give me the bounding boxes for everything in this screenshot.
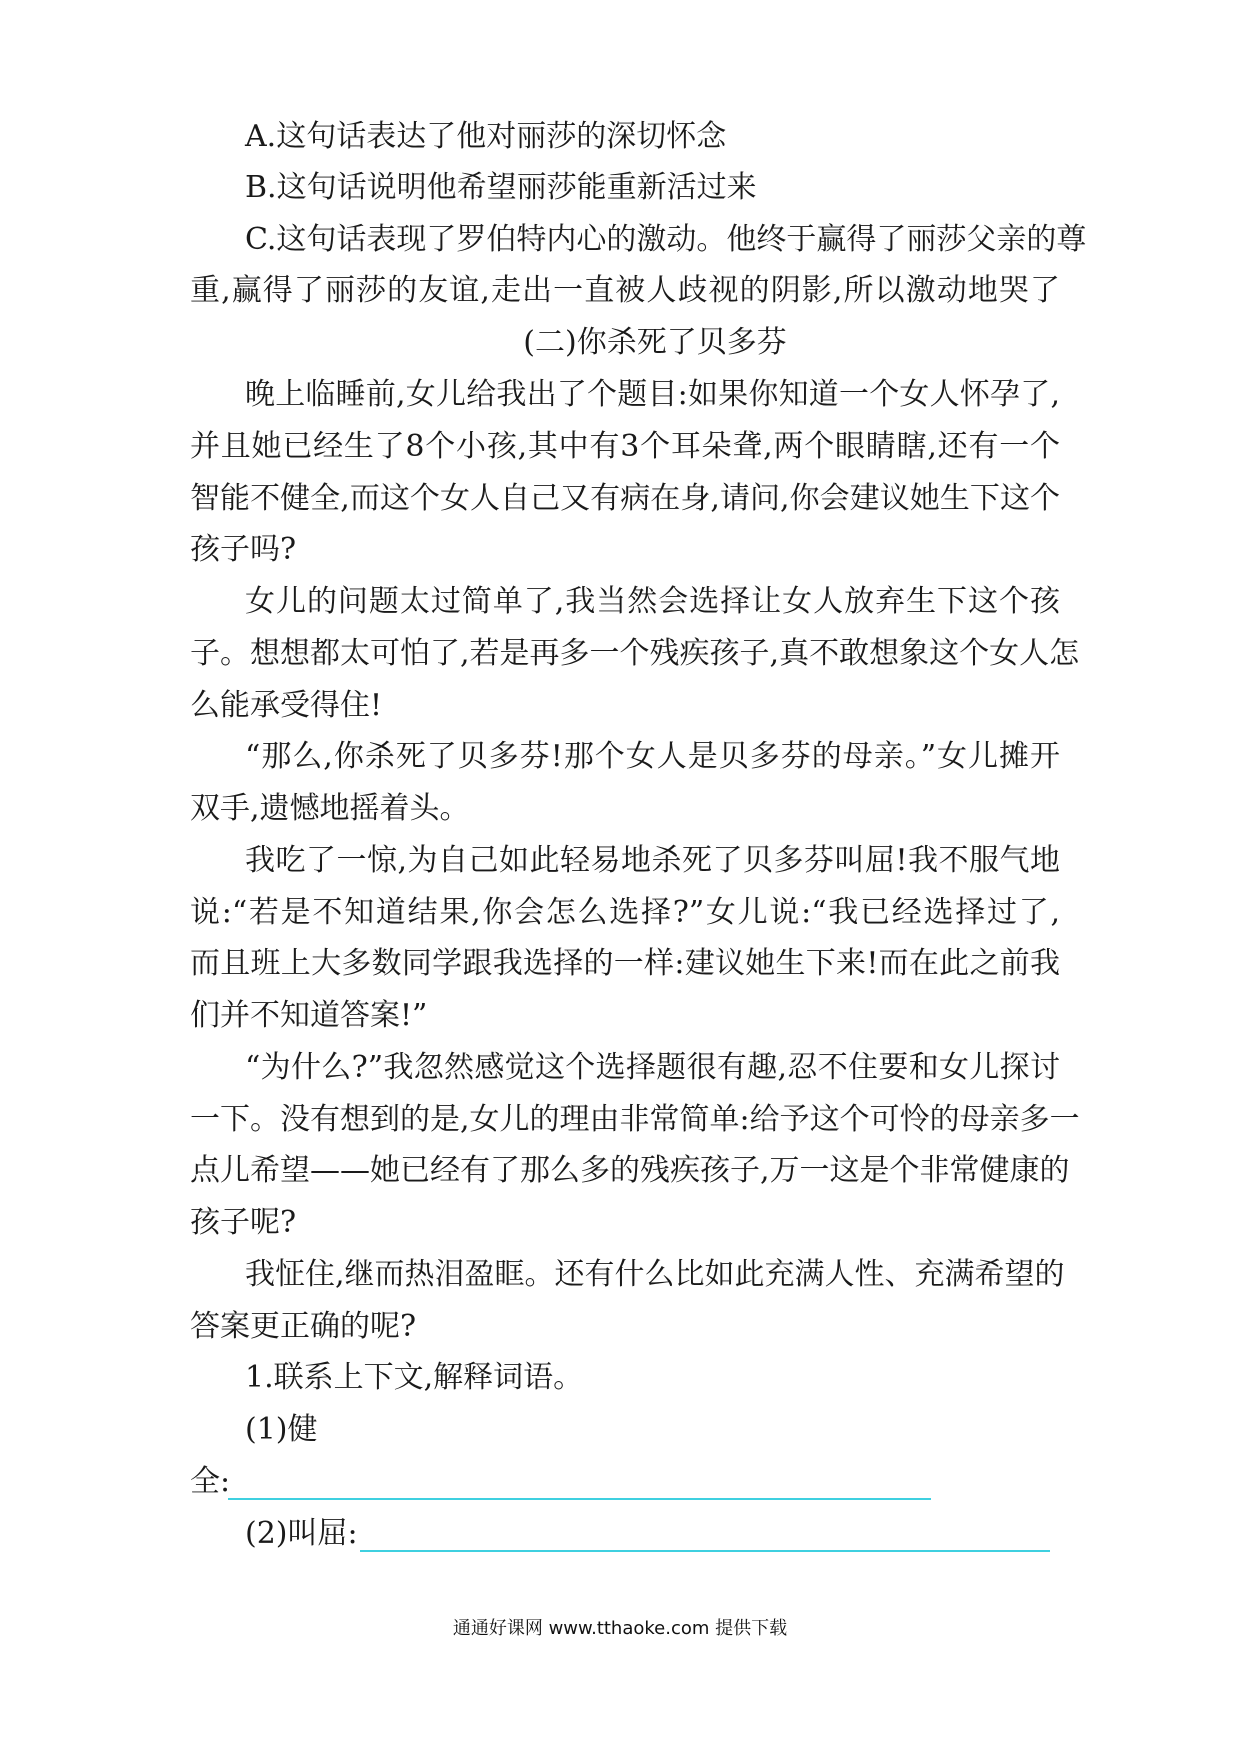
- footer-credit: 通通好课网 www.tthaoke.com 提供下载: [452, 1618, 788, 1639]
- paragraph-2-line-1: 女儿的问题太过简单了,我当然会选择让女人放弃生下这个孩: [245, 584, 1060, 619]
- question-1-item-1-label: (1)健: [245, 1412, 318, 1447]
- paragraph-4-line-3: 而且班上大多数同学跟我选择的一样:建议她生下来!而在此之前我: [190, 946, 1060, 981]
- paragraph-4-line-1: 我吃了一惊,为自己如此轻易地杀死了贝多芬叫屈!我不服气地: [245, 843, 1060, 878]
- paragraph-4-line-4: 们并不知道答案!”: [190, 998, 428, 1033]
- paragraph-1-line-2: 并且她已经生了8个小孩,其中有3个耳朵聋,两个眼睛瞎,还有一个: [190, 429, 1060, 464]
- option-c-line-1: C.这句话表现了罗伯特内心的激动。他终于赢得了丽莎父亲的尊: [245, 222, 1087, 257]
- answer-blank-2[interactable]: [360, 1550, 1050, 1552]
- answer-blank-1[interactable]: [228, 1498, 931, 1500]
- paragraph-5-line-2: 一下。没有想到的是,女儿的理由非常简单:给予这个可怜的母亲多一: [190, 1102, 1080, 1137]
- passage-title: (二)你杀死了贝多芬: [523, 325, 787, 360]
- paragraph-5-line-4: 孩子呢?: [190, 1205, 297, 1240]
- paragraph-4-line-2: 说:“若是不知道结果,你会怎么选择?”女儿说:“我已经选择过了,: [190, 895, 1060, 930]
- paragraph-5-line-3: 点儿希望——她已经有了那么多的残疾孩子,万一这是个非常健康的: [190, 1153, 1070, 1188]
- paragraph-5-line-1: “为什么?”我忽然感觉这个选择题很有趣,忍不住要和女儿探讨: [245, 1050, 1060, 1085]
- paragraph-3-line-1: “那么,你杀死了贝多芬!那个女人是贝多芬的母亲。”女儿摊开: [245, 739, 1060, 774]
- paragraph-1-line-3: 智能不健全,而这个女人自己又有病在身,请问,你会建议她生下这个: [190, 481, 1060, 516]
- paragraph-1-line-1: 晚上临睡前,女儿给我出了个题目:如果你知道一个女人怀孕了,: [245, 377, 1060, 412]
- option-a: A.这句话表达了他对丽莎的深切怀念: [245, 119, 727, 154]
- option-b: B.这句话说明他希望丽莎能重新活过来: [245, 170, 757, 205]
- question-1-item-1-label-cont: 全:: [190, 1464, 231, 1499]
- paragraph-2-line-3: 么能承受得住!: [190, 688, 383, 723]
- option-c-line-2: 重,赢得了丽莎的友谊,走出一直被人歧视的阴影,所以激动地哭了: [190, 273, 1060, 308]
- paragraph-6-line-2: 答案更正确的呢?: [190, 1309, 417, 1344]
- paragraph-2-line-2: 子。想想都太可怕了,若是再多一个残疾孩子,真不敢想象这个女人怎: [190, 636, 1080, 671]
- paragraph-3-line-2: 双手,遗憾地摇着头。: [190, 791, 470, 826]
- paragraph-6-line-1: 我怔住,继而热泪盈眶。还有什么比如此充满人性、充满希望的: [245, 1257, 1065, 1292]
- question-1-item-2-label: (2)叫屈:: [245, 1516, 358, 1551]
- paragraph-1-line-4: 孩子吗?: [190, 532, 297, 567]
- question-1-prompt: 1.联系上下文,解释词语。: [245, 1360, 584, 1395]
